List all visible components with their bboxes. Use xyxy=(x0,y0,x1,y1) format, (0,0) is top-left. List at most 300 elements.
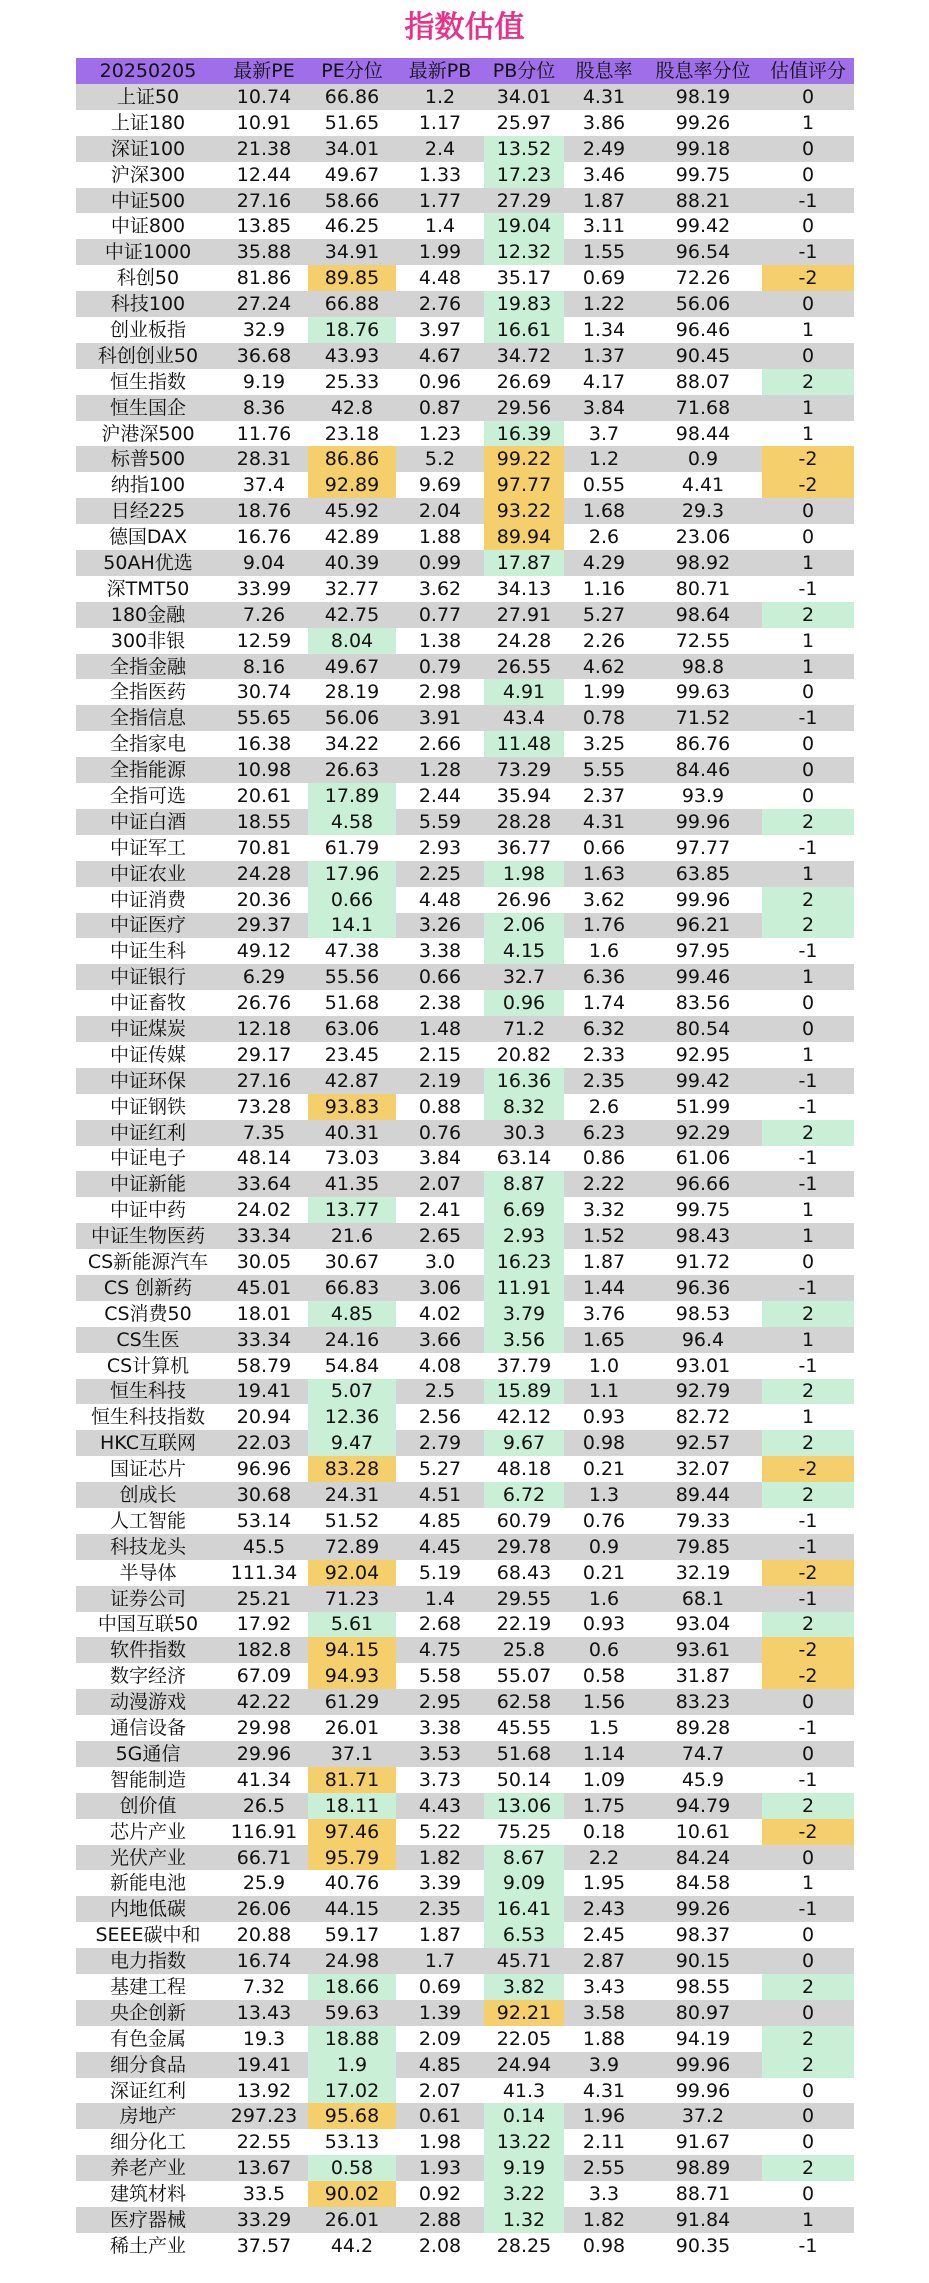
cell-dividend-percentile: 99.26 xyxy=(644,1896,762,1922)
cell-latest-pb: 4.85 xyxy=(396,1508,484,1534)
cell-dividend-yield: 2.45 xyxy=(564,1922,644,1948)
cell-latest-pe: 12.44 xyxy=(220,162,308,188)
cell-index-name: 基建工程 xyxy=(76,1974,220,2000)
table-row xyxy=(76,1016,854,1042)
cell-latest-pb: 2.08 xyxy=(396,2233,484,2259)
cell-pb-percentile: 3.79 xyxy=(484,1301,564,1327)
cell-pb-percentile: 34.13 xyxy=(484,576,564,602)
table-row xyxy=(76,291,854,317)
cell-latest-pe: 12.18 xyxy=(220,1016,308,1042)
table-row xyxy=(76,2052,854,2078)
cell-dividend-percentile: 79.85 xyxy=(644,1534,762,1560)
table-row xyxy=(76,498,854,524)
cell-latest-pe: 10.91 xyxy=(220,110,308,136)
cell-latest-pe: 297.23 xyxy=(220,2103,308,2129)
cell-pe-percentile: 73.03 xyxy=(308,1146,396,1172)
cell-dividend-percentile: 99.46 xyxy=(644,964,762,990)
cell-dividend-yield: 6.23 xyxy=(564,1120,644,1146)
cell-pe-percentile: 26.01 xyxy=(308,2207,396,2233)
cell-latest-pb: 1.4 xyxy=(396,1586,484,1612)
cell-latest-pe: 8.16 xyxy=(220,654,308,680)
cell-dividend-yield: 2.6 xyxy=(564,524,644,550)
cell-dividend-percentile: 98.19 xyxy=(644,84,762,110)
cell-latest-pe: 6.29 xyxy=(220,964,308,990)
cell-latest-pb: 0.92 xyxy=(396,2181,484,2207)
cell-dividend-yield: 1.1 xyxy=(564,1379,644,1405)
cell-pe-percentile: 26.01 xyxy=(308,1715,396,1741)
cell-latest-pb: 0.96 xyxy=(396,369,484,395)
cell-valuation-score: -1 xyxy=(762,188,854,214)
cell-latest-pb: 2.5 xyxy=(396,1379,484,1405)
cell-dividend-percentile: 88.71 xyxy=(644,2181,762,2207)
cell-latest-pe: 28.31 xyxy=(220,446,308,472)
cell-dividend-yield: 0.58 xyxy=(564,1663,644,1689)
cell-dividend-yield: 3.58 xyxy=(564,2000,644,2026)
table-row xyxy=(76,1870,854,1896)
cell-latest-pb: 1.17 xyxy=(396,110,484,136)
cell-dividend-yield: 0.21 xyxy=(564,1456,644,1482)
cell-pe-percentile: 51.65 xyxy=(308,110,396,136)
cell-index-name: 沪港深500 xyxy=(76,421,220,447)
cell-dividend-percentile: 96.36 xyxy=(644,1275,762,1301)
cell-valuation-score: 2 xyxy=(762,887,854,913)
cell-dividend-yield: 2.2 xyxy=(564,1845,644,1871)
table-row xyxy=(76,1327,854,1353)
table-row xyxy=(76,1223,854,1249)
cell-pe-percentile: 8.04 xyxy=(308,628,396,654)
cell-index-name: CS 创新药 xyxy=(76,1275,220,1301)
cell-latest-pb: 4.48 xyxy=(396,265,484,291)
table-row xyxy=(76,1120,854,1146)
table-row xyxy=(76,1068,854,1094)
table-row xyxy=(76,938,854,964)
cell-index-name: 恒生科技指数 xyxy=(76,1404,220,1430)
cell-latest-pe: 26.76 xyxy=(220,990,308,1016)
cell-dividend-percentile: 90.45 xyxy=(644,343,762,369)
cell-latest-pe: 9.19 xyxy=(220,369,308,395)
table-row xyxy=(76,990,854,1016)
cell-index-name: 全指能源 xyxy=(76,757,220,783)
cell-latest-pb: 1.98 xyxy=(396,2129,484,2155)
table-row xyxy=(76,317,854,343)
cell-dividend-yield: 1.3 xyxy=(564,1482,644,1508)
cell-dividend-percentile: 98.53 xyxy=(644,1301,762,1327)
cell-valuation-score: 0 xyxy=(762,162,854,188)
table-row xyxy=(76,1896,854,1922)
cell-dividend-percentile: 93.9 xyxy=(644,783,762,809)
cell-index-name: CS消费50 xyxy=(76,1301,220,1327)
cell-index-name: 中证钢铁 xyxy=(76,1094,220,1120)
cell-index-name: 恒生科技 xyxy=(76,1379,220,1405)
cell-latest-pb: 2.66 xyxy=(396,731,484,757)
cell-dividend-yield: 2.35 xyxy=(564,1068,644,1094)
cell-dividend-yield: 3.9 xyxy=(564,2052,644,2078)
cell-latest-pe: 11.76 xyxy=(220,421,308,447)
cell-pe-percentile: 14.1 xyxy=(308,913,396,939)
cell-valuation-score: 0 xyxy=(762,84,854,110)
cell-dividend-percentile: 4.41 xyxy=(644,472,762,498)
cell-dividend-percentile: 94.79 xyxy=(644,1793,762,1819)
cell-pe-percentile: 66.86 xyxy=(308,84,396,110)
cell-valuation-score: 0 xyxy=(762,2129,854,2155)
cell-pe-percentile: 81.71 xyxy=(308,1767,396,1793)
cell-pe-percentile: 17.02 xyxy=(308,2078,396,2104)
cell-latest-pb: 0.69 xyxy=(396,1974,484,2000)
cell-pe-percentile: 41.35 xyxy=(308,1171,396,1197)
cell-valuation-score: 0 xyxy=(762,291,854,317)
table-row xyxy=(76,1301,854,1327)
cell-latest-pe: 13.67 xyxy=(220,2155,308,2181)
table-row xyxy=(76,2078,854,2104)
cell-latest-pb: 1.82 xyxy=(396,1845,484,1871)
table-row xyxy=(76,1741,854,1767)
cell-valuation-score: 0 xyxy=(762,2078,854,2104)
table-row xyxy=(76,2155,854,2181)
cell-dividend-yield: 4.62 xyxy=(564,654,644,680)
table-row xyxy=(76,213,854,239)
cell-latest-pe: 16.74 xyxy=(220,1948,308,1974)
cell-pb-percentile: 9.09 xyxy=(484,1870,564,1896)
cell-index-name: 创成长 xyxy=(76,1482,220,1508)
cell-pb-percentile: 15.89 xyxy=(484,1379,564,1405)
cell-dividend-percentile: 99.42 xyxy=(644,1068,762,1094)
cell-dividend-yield: 2.33 xyxy=(564,1042,644,1068)
cell-pb-percentile: 26.69 xyxy=(484,369,564,395)
cell-index-name: 沪深300 xyxy=(76,162,220,188)
cell-latest-pe: 45.01 xyxy=(220,1275,308,1301)
cell-pb-percentile: 11.91 xyxy=(484,1275,564,1301)
table-row xyxy=(76,887,854,913)
table-row xyxy=(76,550,854,576)
cell-latest-pe: 10.74 xyxy=(220,84,308,110)
cell-dividend-percentile: 32.07 xyxy=(644,1456,762,1482)
cell-valuation-score: 1 xyxy=(762,395,854,421)
cell-dividend-percentile: 61.06 xyxy=(644,1146,762,1172)
cell-pe-percentile: 23.18 xyxy=(308,421,396,447)
cell-pb-percentile: 43.4 xyxy=(484,705,564,731)
cell-latest-pe: 18.01 xyxy=(220,1301,308,1327)
cell-dividend-percentile: 98.37 xyxy=(644,1922,762,1948)
cell-latest-pb: 2.76 xyxy=(396,291,484,317)
cell-pe-percentile: 5.07 xyxy=(308,1379,396,1405)
cell-pb-percentile: 24.94 xyxy=(484,2052,564,2078)
cell-dividend-yield: 3.62 xyxy=(564,887,644,913)
cell-pe-percentile: 55.56 xyxy=(308,964,396,990)
cell-pb-percentile: 36.77 xyxy=(484,835,564,861)
cell-dividend-yield: 5.55 xyxy=(564,757,644,783)
cell-pe-percentile: 54.84 xyxy=(308,1353,396,1379)
cell-pe-percentile: 4.58 xyxy=(308,809,396,835)
cell-latest-pb: 4.75 xyxy=(396,1637,484,1663)
cell-dividend-yield: 0.98 xyxy=(564,1430,644,1456)
table-row xyxy=(76,913,854,939)
cell-pb-percentile: 4.15 xyxy=(484,938,564,964)
cell-latest-pe: 30.05 xyxy=(220,1249,308,1275)
cell-valuation-score: -2 xyxy=(762,1560,854,1586)
cell-latest-pe: 25.21 xyxy=(220,1586,308,1612)
cell-pe-percentile: 24.16 xyxy=(308,1327,396,1353)
cell-dividend-percentile: 98.43 xyxy=(644,1223,762,1249)
table-row xyxy=(76,1767,854,1793)
cell-pb-percentile: 19.04 xyxy=(484,213,564,239)
cell-latest-pe: 27.16 xyxy=(220,1068,308,1094)
cell-pe-percentile: 97.46 xyxy=(308,1819,396,1845)
cell-valuation-score: -1 xyxy=(762,1586,854,1612)
cell-dividend-yield: 0.21 xyxy=(564,1560,644,1586)
cell-latest-pb: 4.43 xyxy=(396,1793,484,1819)
table-row xyxy=(76,1508,854,1534)
cell-latest-pb: 5.59 xyxy=(396,809,484,835)
cell-index-name: 创价值 xyxy=(76,1793,220,1819)
cell-valuation-score: 0 xyxy=(762,498,854,524)
cell-pb-percentile: 8.67 xyxy=(484,1845,564,1871)
cell-latest-pe: 33.29 xyxy=(220,2207,308,2233)
cell-dividend-percentile: 91.84 xyxy=(644,2207,762,2233)
cell-pe-percentile: 40.39 xyxy=(308,550,396,576)
cell-latest-pe: 16.76 xyxy=(220,524,308,550)
cell-valuation-score: 0 xyxy=(762,783,854,809)
cell-pb-percentile: 2.06 xyxy=(484,913,564,939)
cell-valuation-score: 2 xyxy=(762,2026,854,2052)
table-row xyxy=(76,1819,854,1845)
cell-latest-pb: 4.85 xyxy=(396,2052,484,2078)
cell-dividend-yield: 1.82 xyxy=(564,2207,644,2233)
cell-latest-pb: 5.22 xyxy=(396,1819,484,1845)
cell-pb-percentile: 29.56 xyxy=(484,395,564,421)
cell-index-name: 国证芯片 xyxy=(76,1456,220,1482)
cell-pe-percentile: 24.31 xyxy=(308,1482,396,1508)
cell-valuation-score: -1 xyxy=(762,1068,854,1094)
cell-dividend-percentile: 98.44 xyxy=(644,421,762,447)
header-dividend-yield: 股息率 xyxy=(564,58,644,84)
cell-dividend-percentile: 99.96 xyxy=(644,2078,762,2104)
cell-latest-pb: 9.69 xyxy=(396,472,484,498)
cell-latest-pe: 73.28 xyxy=(220,1094,308,1120)
cell-dividend-yield: 1.5 xyxy=(564,1715,644,1741)
table-row xyxy=(76,757,854,783)
cell-pb-percentile: 20.82 xyxy=(484,1042,564,1068)
cell-index-name: 中证1000 xyxy=(76,239,220,265)
cell-valuation-score: 0 xyxy=(762,1249,854,1275)
cell-latest-pb: 0.61 xyxy=(396,2103,484,2129)
cell-pb-percentile: 89.94 xyxy=(484,524,564,550)
cell-dividend-yield: 0.18 xyxy=(564,1819,644,1845)
cell-latest-pe: 7.26 xyxy=(220,602,308,628)
cell-index-name: 中证传媒 xyxy=(76,1042,220,1068)
cell-dividend-yield: 2.26 xyxy=(564,628,644,654)
table-row xyxy=(76,1612,854,1638)
cell-index-name: 全指金融 xyxy=(76,654,220,680)
cell-latest-pe: 26.5 xyxy=(220,1793,308,1819)
cell-index-name: 全指可选 xyxy=(76,783,220,809)
cell-index-name: 新能电池 xyxy=(76,1870,220,1896)
cell-valuation-score: -1 xyxy=(762,1896,854,1922)
cell-pe-percentile: 17.89 xyxy=(308,783,396,809)
cell-latest-pb: 2.09 xyxy=(396,2026,484,2052)
cell-valuation-score: -1 xyxy=(762,239,854,265)
cell-latest-pb: 4.51 xyxy=(396,1482,484,1508)
cell-index-name: CS计算机 xyxy=(76,1353,220,1379)
cell-dividend-yield: 2.49 xyxy=(564,136,644,162)
cell-dividend-yield: 3.11 xyxy=(564,213,644,239)
cell-latest-pe: 81.86 xyxy=(220,265,308,291)
cell-valuation-score: 0 xyxy=(762,990,854,1016)
cell-pb-percentile: 29.55 xyxy=(484,1586,564,1612)
table-row xyxy=(76,783,854,809)
cell-pe-percentile: 0.58 xyxy=(308,2155,396,2181)
cell-pe-percentile: 40.31 xyxy=(308,1120,396,1146)
cell-latest-pb: 4.45 xyxy=(396,1534,484,1560)
cell-pe-percentile: 90.02 xyxy=(308,2181,396,2207)
cell-valuation-score: 0 xyxy=(762,1689,854,1715)
cell-latest-pb: 1.87 xyxy=(396,1922,484,1948)
cell-dividend-yield: 0.6 xyxy=(564,1637,644,1663)
cell-dividend-yield: 1.6 xyxy=(564,938,644,964)
table-row xyxy=(76,2026,854,2052)
cell-valuation-score: -1 xyxy=(762,835,854,861)
cell-dividend-percentile: 51.99 xyxy=(644,1094,762,1120)
cell-dividend-yield: 6.32 xyxy=(564,1016,644,1042)
cell-pe-percentile: 59.63 xyxy=(308,2000,396,2026)
cell-valuation-score: 2 xyxy=(762,1974,854,2000)
cell-dividend-yield: 1.75 xyxy=(564,1793,644,1819)
cell-pe-percentile: 86.86 xyxy=(308,446,396,472)
cell-dividend-yield: 2.11 xyxy=(564,2129,644,2155)
cell-pb-percentile: 8.87 xyxy=(484,1171,564,1197)
cell-pb-percentile: 62.58 xyxy=(484,1689,564,1715)
cell-dividend-percentile: 99.18 xyxy=(644,136,762,162)
cell-dividend-yield: 1.2 xyxy=(564,446,644,472)
cell-latest-pb: 1.77 xyxy=(396,188,484,214)
cell-latest-pe: 29.17 xyxy=(220,1042,308,1068)
cell-pe-percentile: 47.38 xyxy=(308,938,396,964)
table-row xyxy=(76,1948,854,1974)
cell-pe-percentile: 18.88 xyxy=(308,2026,396,2052)
cell-index-name: 光伏产业 xyxy=(76,1845,220,1871)
cell-valuation-score: 1 xyxy=(762,550,854,576)
cell-pe-percentile: 66.83 xyxy=(308,1275,396,1301)
cell-valuation-score: 0 xyxy=(762,1948,854,1974)
cell-index-name: 证券公司 xyxy=(76,1586,220,1612)
cell-dividend-percentile: 99.96 xyxy=(644,2052,762,2078)
cell-dividend-percentile: 92.79 xyxy=(644,1379,762,1405)
cell-dividend-percentile: 71.52 xyxy=(644,705,762,731)
cell-valuation-score: 1 xyxy=(762,1870,854,1896)
cell-pe-percentile: 18.66 xyxy=(308,1974,396,2000)
cell-latest-pb: 2.19 xyxy=(396,1068,484,1094)
cell-valuation-score: 1 xyxy=(762,1223,854,1249)
cell-pe-percentile: 26.63 xyxy=(308,757,396,783)
cell-dividend-percentile: 63.85 xyxy=(644,861,762,887)
cell-latest-pb: 4.67 xyxy=(396,343,484,369)
cell-index-name: 电力指数 xyxy=(76,1948,220,1974)
cell-pb-percentile: 32.7 xyxy=(484,964,564,990)
cell-latest-pe: 30.74 xyxy=(220,679,308,705)
cell-index-name: SEEE碳中和 xyxy=(76,1922,220,1948)
cell-latest-pe: 18.55 xyxy=(220,809,308,835)
cell-index-name: 芯片产业 xyxy=(76,1819,220,1845)
cell-pb-percentile: 3.82 xyxy=(484,1974,564,2000)
cell-dividend-yield: 0.78 xyxy=(564,705,644,731)
cell-latest-pe: 96.96 xyxy=(220,1456,308,1482)
cell-latest-pb: 2.93 xyxy=(396,835,484,861)
cell-pb-percentile: 45.55 xyxy=(484,1715,564,1741)
cell-pe-percentile: 17.96 xyxy=(308,861,396,887)
table-row xyxy=(76,964,854,990)
cell-dividend-percentile: 98.92 xyxy=(644,550,762,576)
cell-index-name: 中证中药 xyxy=(76,1197,220,1223)
cell-dividend-yield: 1.63 xyxy=(564,861,644,887)
cell-valuation-score: 0 xyxy=(762,2181,854,2207)
cell-latest-pb: 2.44 xyxy=(396,783,484,809)
cell-index-name: 科技100 xyxy=(76,291,220,317)
cell-index-name: 恒生国企 xyxy=(76,395,220,421)
table-row xyxy=(76,1637,854,1663)
table-row xyxy=(76,162,854,188)
cell-latest-pb: 2.15 xyxy=(396,1042,484,1068)
cell-index-name: 中证消费 xyxy=(76,887,220,913)
table-row xyxy=(76,1560,854,1586)
cell-latest-pe: 30.68 xyxy=(220,1482,308,1508)
cell-valuation-score: -1 xyxy=(762,938,854,964)
cell-valuation-score: 0 xyxy=(762,136,854,162)
table-row xyxy=(76,731,854,757)
cell-latest-pe: 32.9 xyxy=(220,317,308,343)
cell-latest-pe: 24.28 xyxy=(220,861,308,887)
cell-pe-percentile: 58.66 xyxy=(308,188,396,214)
cell-latest-pe: 33.99 xyxy=(220,576,308,602)
cell-index-name: HKC互联网 xyxy=(76,1430,220,1456)
cell-dividend-yield: 0.93 xyxy=(564,1404,644,1430)
cell-pe-percentile: 49.67 xyxy=(308,654,396,680)
cell-valuation-score: 2 xyxy=(762,369,854,395)
cell-latest-pb: 4.48 xyxy=(396,887,484,913)
cell-dividend-percentile: 45.9 xyxy=(644,1767,762,1793)
cell-dividend-yield: 1.09 xyxy=(564,1767,644,1793)
cell-pb-percentile: 13.52 xyxy=(484,136,564,162)
cell-dividend-percentile: 90.15 xyxy=(644,1948,762,1974)
cell-index-name: 中国互联50 xyxy=(76,1612,220,1638)
cell-valuation-score: -2 xyxy=(762,446,854,472)
cell-valuation-score: 1 xyxy=(762,421,854,447)
cell-index-name: CS生医 xyxy=(76,1327,220,1353)
cell-latest-pb: 0.77 xyxy=(396,602,484,628)
cell-valuation-score: 2 xyxy=(762,2052,854,2078)
cell-index-name: 半导体 xyxy=(76,1560,220,1586)
cell-dividend-percentile: 86.76 xyxy=(644,731,762,757)
cell-pb-percentile: 55.07 xyxy=(484,1663,564,1689)
cell-latest-pb: 1.33 xyxy=(396,162,484,188)
cell-latest-pb: 2.88 xyxy=(396,2207,484,2233)
cell-pe-percentile: 21.6 xyxy=(308,1223,396,1249)
header-pb-percentile: PB分位 xyxy=(484,58,564,84)
cell-dividend-yield: 3.76 xyxy=(564,1301,644,1327)
cell-pb-percentile: 16.23 xyxy=(484,1249,564,1275)
cell-index-name: 科创50 xyxy=(76,265,220,291)
cell-dividend-yield: 1.56 xyxy=(564,1689,644,1715)
cell-pb-percentile: 51.68 xyxy=(484,1741,564,1767)
cell-index-name: 50AH优选 xyxy=(76,550,220,576)
table-row xyxy=(76,1275,854,1301)
valuation-table xyxy=(76,58,854,2259)
table-row xyxy=(76,2000,854,2026)
cell-index-name: 人工智能 xyxy=(76,1508,220,1534)
cell-dividend-yield: 1.37 xyxy=(564,343,644,369)
cell-latest-pe: 33.34 xyxy=(220,1223,308,1249)
cell-valuation-score: -1 xyxy=(762,1767,854,1793)
cell-index-name: 180金融 xyxy=(76,602,220,628)
cell-dividend-percentile: 99.75 xyxy=(644,162,762,188)
